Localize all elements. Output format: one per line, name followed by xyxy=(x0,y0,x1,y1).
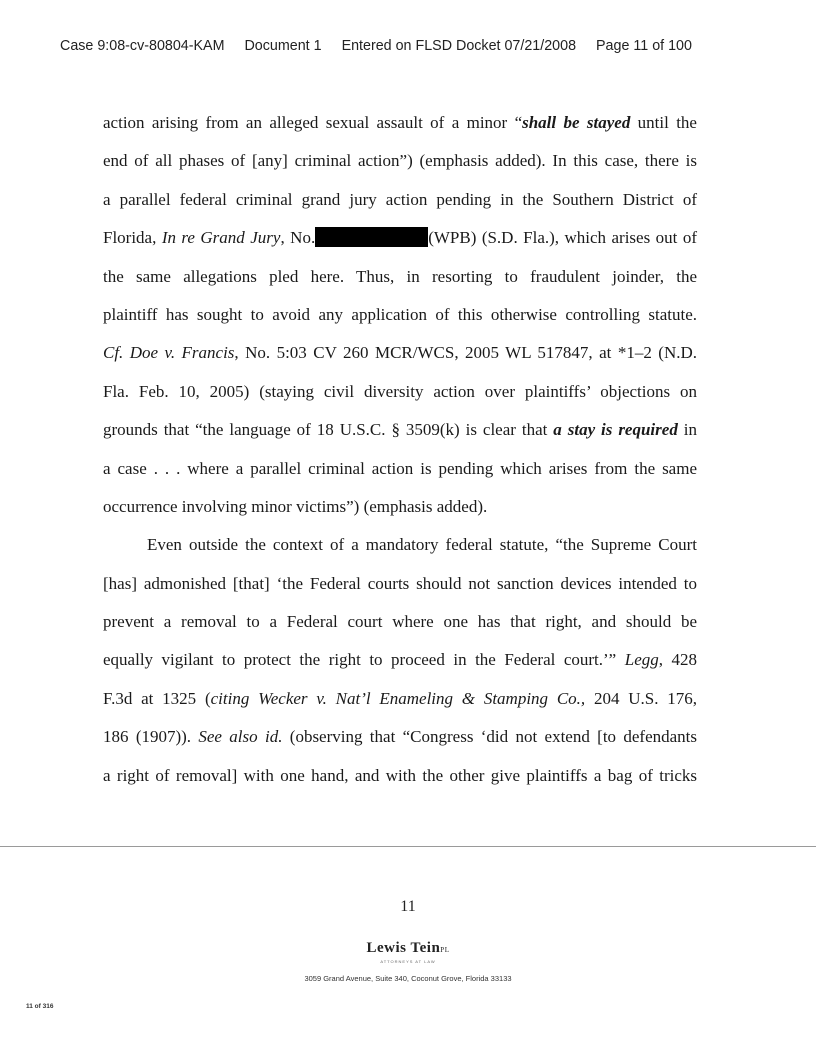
case-number: Case 9:08-cv-80804-KAM xyxy=(60,38,225,54)
text-line: Florida, In re Grand Jury, No. (WPB) (S.D. Fla.), which arises out of xyxy=(103,228,697,248)
case-citation: Cf. Doe v. Francis xyxy=(103,343,235,363)
case-citation: In re Grand Jury xyxy=(161,228,281,248)
page-body xyxy=(103,110,697,801)
firm-suffix: PL xyxy=(440,946,450,954)
text-line: grounds that “the language of 18 U.S.C. § 3509(k) is clear that a stay is required in xyxy=(103,420,697,440)
text-line: plaintiff has sought to avoid any application of this otherwise controlling statute. xyxy=(103,304,697,324)
text-line: Even outside the context of a mandatory federal statute, “the Supreme Court xyxy=(147,535,697,555)
page-count: 11 of 316 xyxy=(26,1003,54,1010)
text-line: a right of removal] with one hand, and with the other give plaintiffs a bag of tricks xyxy=(103,765,697,785)
emphasis: shall be stayed xyxy=(522,113,631,132)
document-number: Document 1 xyxy=(244,38,322,54)
text-line: end of all phases of [any] criminal action”) (emphasis added). In this case, there is xyxy=(103,151,697,171)
text-line: 186 (1907)). See also id. (observing that “Congress ‘did not extend [to defendants xyxy=(103,727,698,747)
text-line: a parallel federal criminal grand jury action pending in the Southern District of xyxy=(103,189,697,209)
case-citation: Legg xyxy=(624,650,659,670)
text-line: action arising from an alleged sexual assault of a minor “shall be stayed until the xyxy=(103,113,697,132)
firm-address: 3059 Grand Avenue, Suite 340, Coconut Grove, Florida 33133 xyxy=(304,974,512,983)
firm-name: Lewis Tein xyxy=(366,940,441,956)
case-citation: See also id. xyxy=(198,727,283,747)
firm-logo xyxy=(0,940,816,957)
emphasis: a stay is required xyxy=(553,420,678,440)
page-indicator: Page 11 of 100 xyxy=(596,38,692,54)
docket-entry: Entered on FLSD Docket 07/21/2008 xyxy=(341,38,577,54)
case-citation: citing Wecker v. Nat’l Enameling & Stamping Co., xyxy=(210,688,586,708)
text-line: Fla. Feb. 10, 2005) (staying civil diversity action over plaintiffs’ objections on xyxy=(103,381,697,401)
page-number: 11 xyxy=(400,898,416,915)
text-line: a case . . . where a parallel criminal action is pending which arises from the same xyxy=(103,458,697,478)
docket-header xyxy=(60,38,760,54)
redaction-box xyxy=(315,227,428,247)
text-line: [has] admonished [that] ‘the Federal courts should not sanction devices intended to xyxy=(103,573,697,593)
text-line: equally vigilant to protect the right to proceed in the Federal court.’” Legg, 428 xyxy=(103,650,697,670)
text-line: Cf. Doe v. Francis, No. 5:03 CV 260 MCR/WCS, 2005 WL 517847, at *1–2 (N.D. xyxy=(103,343,697,363)
text-line: F.3d at 1325 (citing Wecker v. Nat’l Enameling & Stamping Co., 204 U.S. 176, xyxy=(103,688,698,708)
footer-divider xyxy=(0,846,816,847)
firm-tagline: ATTORNEYS AT LAW xyxy=(380,959,436,964)
text-line: prevent a removal to a Federal court where one has that right, and should be xyxy=(103,612,697,632)
text-line: occurrence involving minor victims”) (emphasis added). xyxy=(103,496,488,516)
text-line: the same allegations pled here. Thus, in resorting to fraudulent joinder, the xyxy=(103,266,697,286)
